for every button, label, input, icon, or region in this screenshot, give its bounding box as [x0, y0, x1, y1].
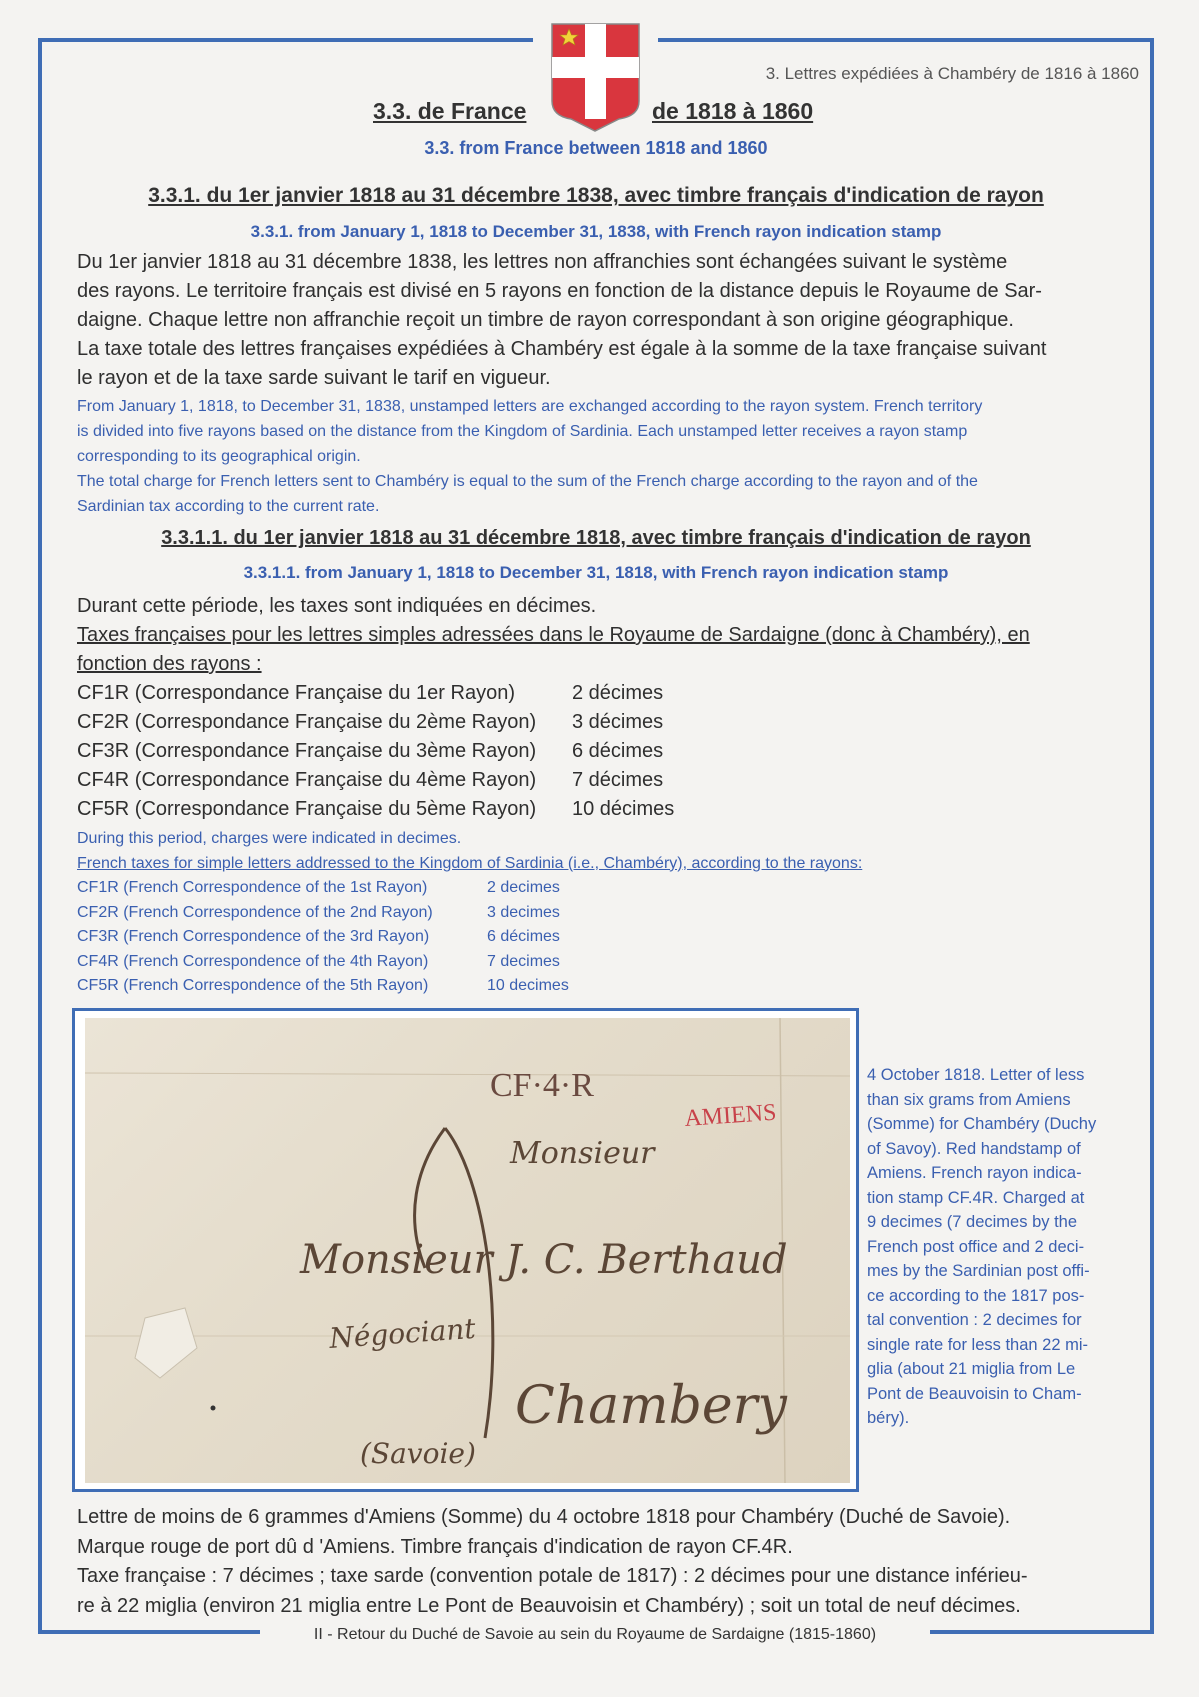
caption-line: glia (about 21 miglia from Le [867, 1360, 1076, 1378]
chapter-heading: 3. Lettres expédiées à Chambéry de 1816 à 1860 [765, 64, 1139, 83]
text-line: Taxe française : 7 décimes ; taxe sarde (convention potale de 1817) : 2 décimes pour une distance inférieu- [77, 1565, 1028, 1587]
rate-value: 6 décimes [487, 928, 560, 945]
caption-line: of Savoy). Red handstamp of [867, 1139, 1081, 1158]
caption-line: (Somme) for Chambéry (Duchy [867, 1115, 1097, 1133]
page-footer: II - Retour du Duché de Savoie au sein du Royaume de Sardaigne (1815-1860) [313, 1626, 877, 1643]
text-line: La taxe totale des lettres françaises expédiées à Chambéry est égale à la somme de la taxe française suivant [77, 338, 1047, 360]
rayon-stamp-cf4r: CF·4·R [490, 1067, 594, 1104]
caption-line: tion stamp CF.4R. Charged at [867, 1188, 1085, 1207]
section-331-paragraph-fr [77, 248, 1137, 393]
rate-label: CF4R (French Correspondence of the 4th Rayon) [77, 952, 429, 970]
text-line: daigne. Chaque lettre non affranchie reçoit un timbre de rayon correspondant à son origine géographique. [77, 309, 1014, 331]
caption-line: Amiens. French rayon indica- [867, 1164, 1082, 1182]
script-chambery: Chambery [515, 1376, 787, 1436]
page-title-en: 3.3. from France between 1818 and 1860 [424, 138, 768, 158]
rate-label: CF4R (Correspondance Française du 4ème Rayon) [77, 769, 537, 791]
rate-value: 7 decimes [487, 952, 560, 970]
rate-label: CF1R (Correspondance Française du 1er Rayon) [77, 682, 515, 704]
letter-cover-image [85, 1018, 850, 1483]
script-negociant: Négociant [328, 1311, 477, 1355]
rate-row-fr [77, 679, 1137, 708]
text-line: Marque rouge de port dû d 'Amiens. Timbre français d'indication de rayon CF.4R. [77, 1535, 793, 1558]
section-331-heading-fr: 3.3.1. du 1er janvier 1818 au 31 décembre 1838, avec timbre français d'indication de rayon [148, 184, 1044, 207]
taxes-heading-en: French taxes for simple letters addressed to the Kingdom of Sardinia (i.e., Chambéry), according to the rayons: [77, 854, 863, 872]
letter-image-frame [72, 1008, 859, 1492]
rate-label: CF1R (French Correspondence of the 1st Rayon) [77, 879, 428, 896]
rate-row-en [77, 901, 1137, 926]
rates-block-en [77, 827, 1137, 999]
rate-label: CF2R (Correspondance Française du 2ème Rayon) [77, 711, 537, 733]
script-monsieur: Monsieur [510, 1136, 655, 1171]
script-addressee: Monsieur J. C. Berthaud [300, 1237, 788, 1283]
caption-line: 9 decimes (7 decimes by the [867, 1213, 1078, 1231]
text-line: is divided into five rayons based on the distance from the Kingdom of Sardinia. Each unstamped letter receives a rayon stamp [77, 423, 968, 440]
rate-label: CF5R (Correspondance Française du 5ème Rayon) [77, 798, 537, 820]
section-331-heading-en: 3.3.1. from January 1, 1818 to December 31, 1838, with French rayon indication stamp [250, 222, 942, 241]
rate-row-fr [77, 708, 1137, 737]
letter-caption-en [867, 1063, 1132, 1431]
rates-block-fr [77, 592, 1137, 824]
caption-line: Pont de Beauvoisin to Cham- [867, 1384, 1082, 1403]
letter-drawing [85, 1018, 850, 1483]
rate-row-fr [77, 737, 1137, 766]
rate-value: 6 décimes [572, 740, 664, 762]
text-line: Sardinian tax according to the current rate. [77, 498, 380, 515]
rate-row-en [77, 974, 1137, 999]
taxes-heading-fr: fonction des rayons : [77, 653, 262, 675]
intro-en: During this period, charges were indicated in decimes. [77, 830, 462, 847]
caption-line: French post office and 2 deci- [867, 1237, 1085, 1256]
script-savoie: (Savoie) [360, 1437, 476, 1470]
intro-fr: Durant cette période, les taxes sont indiquées en décimes. [77, 595, 597, 617]
page-title-left: 3.3. de France [373, 98, 527, 124]
rate-value: 2 décimes [572, 682, 664, 704]
rate-row-en [77, 950, 1137, 975]
rate-row-fr [77, 766, 1137, 795]
caption-line: 4 October 1818. Letter of less [867, 1066, 1085, 1084]
rate-row-fr [77, 795, 1137, 824]
rate-label: CF2R (French Correspondence of the 2nd Rayon) [77, 903, 433, 921]
rate-label: CF3R (Correspondance Française du 3ème Rayon) [77, 740, 537, 762]
rate-value: 10 decimes [487, 977, 569, 994]
text-line: re à 22 miglia (environ 21 miglia entre Le Pont de Beauvoisin et Chambéry) ; soit un total de neuf décimes. [77, 1594, 1021, 1617]
savoy-cross-crest-icon [549, 21, 642, 133]
text-line: des rayons. Le territoire français est divisé en 5 rayons en fonction de la distance depuis le Royaume de Sar- [77, 280, 1042, 302]
amiens-red-handstamp: AMIENS [683, 1099, 778, 1132]
letter-description-fr [77, 1503, 1137, 1621]
rate-value: 2 decimes [487, 879, 560, 896]
section-331-paragraph-en [77, 394, 1137, 519]
rate-value: 10 décimes [572, 798, 675, 820]
text-line: Lettre de moins de 6 grammes d'Amiens (Somme) du 4 octobre 1818 pour Chambéry (Duché de Savoie). [77, 1506, 1011, 1528]
text-line: From January 1, 1818, to December 31, 1838, unstamped letters are exchanged according to the rayon system. French territory [77, 398, 983, 415]
rate-label: CF5R (French Correspondence of the 5th Rayon) [77, 977, 429, 994]
text-line: le rayon et de la taxe sarde suivant le tarif en vigueur. [77, 367, 551, 389]
text-line: Du 1er janvier 1818 au 31 décembre 1838, les lettres non affranchies sont échangées suivant le système [77, 251, 1008, 273]
rate-row-en [77, 876, 1137, 901]
rate-label: CF3R (French Correspondence of the 3rd Rayon) [77, 928, 430, 945]
text-line: The total charge for French letters sent to Chambéry is equal to the sum of the French charge according to the rayon and of the [77, 473, 978, 490]
rate-value: 3 decimes [487, 903, 560, 921]
section-3311-heading-fr: 3.3.1.1. du 1er janvier 1818 au 31 décembre 1818, avec timbre français d'indication de rayon [161, 527, 1031, 549]
caption-line: ce according to the 1817 pos- [867, 1286, 1085, 1305]
page-title-right: de 1818 à 1860 [652, 98, 814, 124]
caption-line: mes by the Sardinian post offi- [867, 1262, 1090, 1280]
text-line: corresponding to its geographical origin. [77, 448, 361, 465]
rate-row-en [77, 925, 1137, 950]
caption-line: single rate for less than 22 mi- [867, 1335, 1089, 1354]
caption-line: tal convention : 2 decimes for [867, 1311, 1082, 1329]
taxes-heading-fr: Taxes françaises pour les lettres simples adressées dans le Royaume de Sardaigne (donc à Chambéry), en [77, 624, 1030, 646]
section-3311-heading-en: 3.3.1.1. from January 1, 1818 to December 31, 1818, with French rayon indication stamp [243, 563, 949, 582]
caption-line: than six grams from Amiens [867, 1090, 1071, 1109]
caption-line: béry). [867, 1409, 910, 1427]
rate-value: 7 décimes [572, 769, 664, 791]
rate-value: 3 décimes [572, 711, 664, 733]
